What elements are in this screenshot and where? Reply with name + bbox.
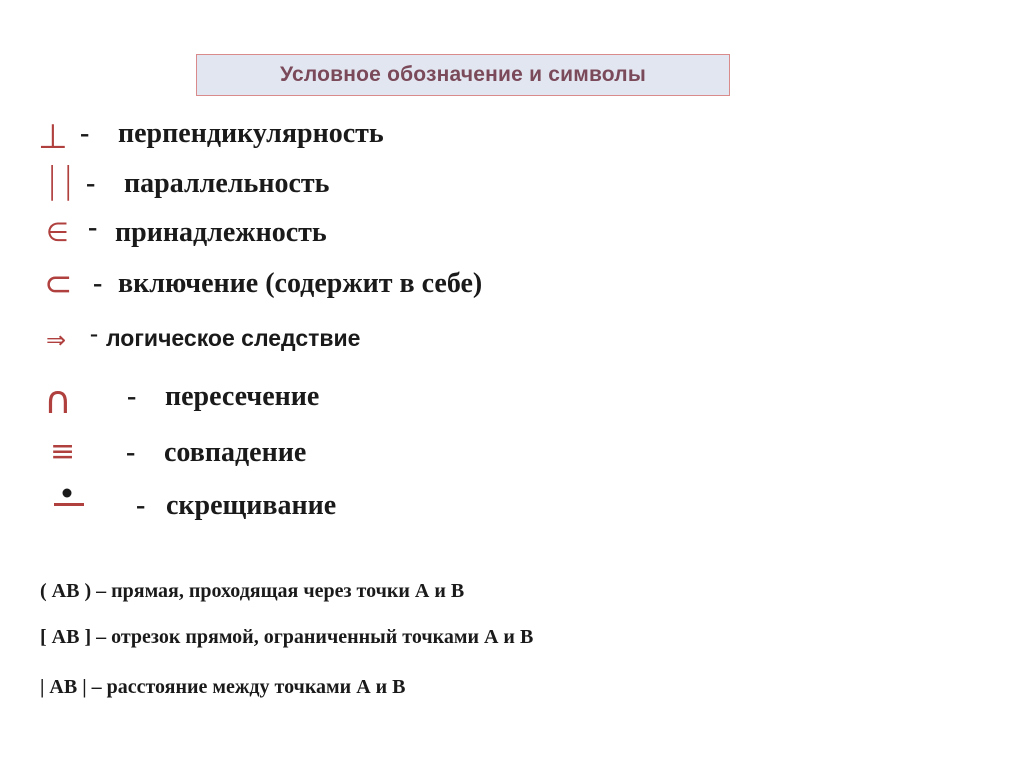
symbol-dash: - [136, 490, 146, 521]
identical-icon: ≡ [50, 434, 76, 469]
symbol-dash: - [86, 168, 96, 199]
symbol-description: перпендикулярность [118, 118, 384, 149]
symbol-description: принадлежность [115, 217, 327, 248]
symbol-description: совпадение [164, 437, 307, 468]
subset-icon: ⊂ [44, 264, 73, 304]
symbol-dash: - [88, 212, 98, 243]
symbol-dash: - [90, 321, 98, 347]
symbol-description: логическое следствие [106, 325, 361, 351]
element-of-icon: ∈ [46, 218, 69, 248]
note-segment: [ АВ ] – отрезок прямой, ограниченный точками А и В [40, 626, 534, 648]
implies-icon: ⇒ [46, 326, 67, 354]
perpendicular-icon: ⊥ [38, 117, 68, 157]
symbol-dash: - [93, 268, 103, 299]
symbol-dash: - [126, 437, 136, 468]
symbol-description: включение (содержит в себе) [118, 268, 483, 299]
intersection-icon: ∩ [44, 378, 72, 422]
note-line: ( АВ ) – прямая, проходящая через точки А и В [40, 580, 465, 602]
symbol-description: пересечение [165, 381, 320, 412]
parallel-icon: || [46, 160, 79, 201]
symbol-dash: - [80, 118, 90, 149]
note-distance: | АВ | – расстояние между точками А и В [40, 676, 406, 698]
symbol-description: скрещивание [166, 490, 337, 521]
symbol-description: параллельность [124, 168, 330, 199]
symbol-dash: - [127, 381, 137, 412]
page-title: Условное обозначение и символы [280, 63, 646, 86]
title-box [196, 54, 730, 96]
skew-icon [50, 484, 92, 510]
